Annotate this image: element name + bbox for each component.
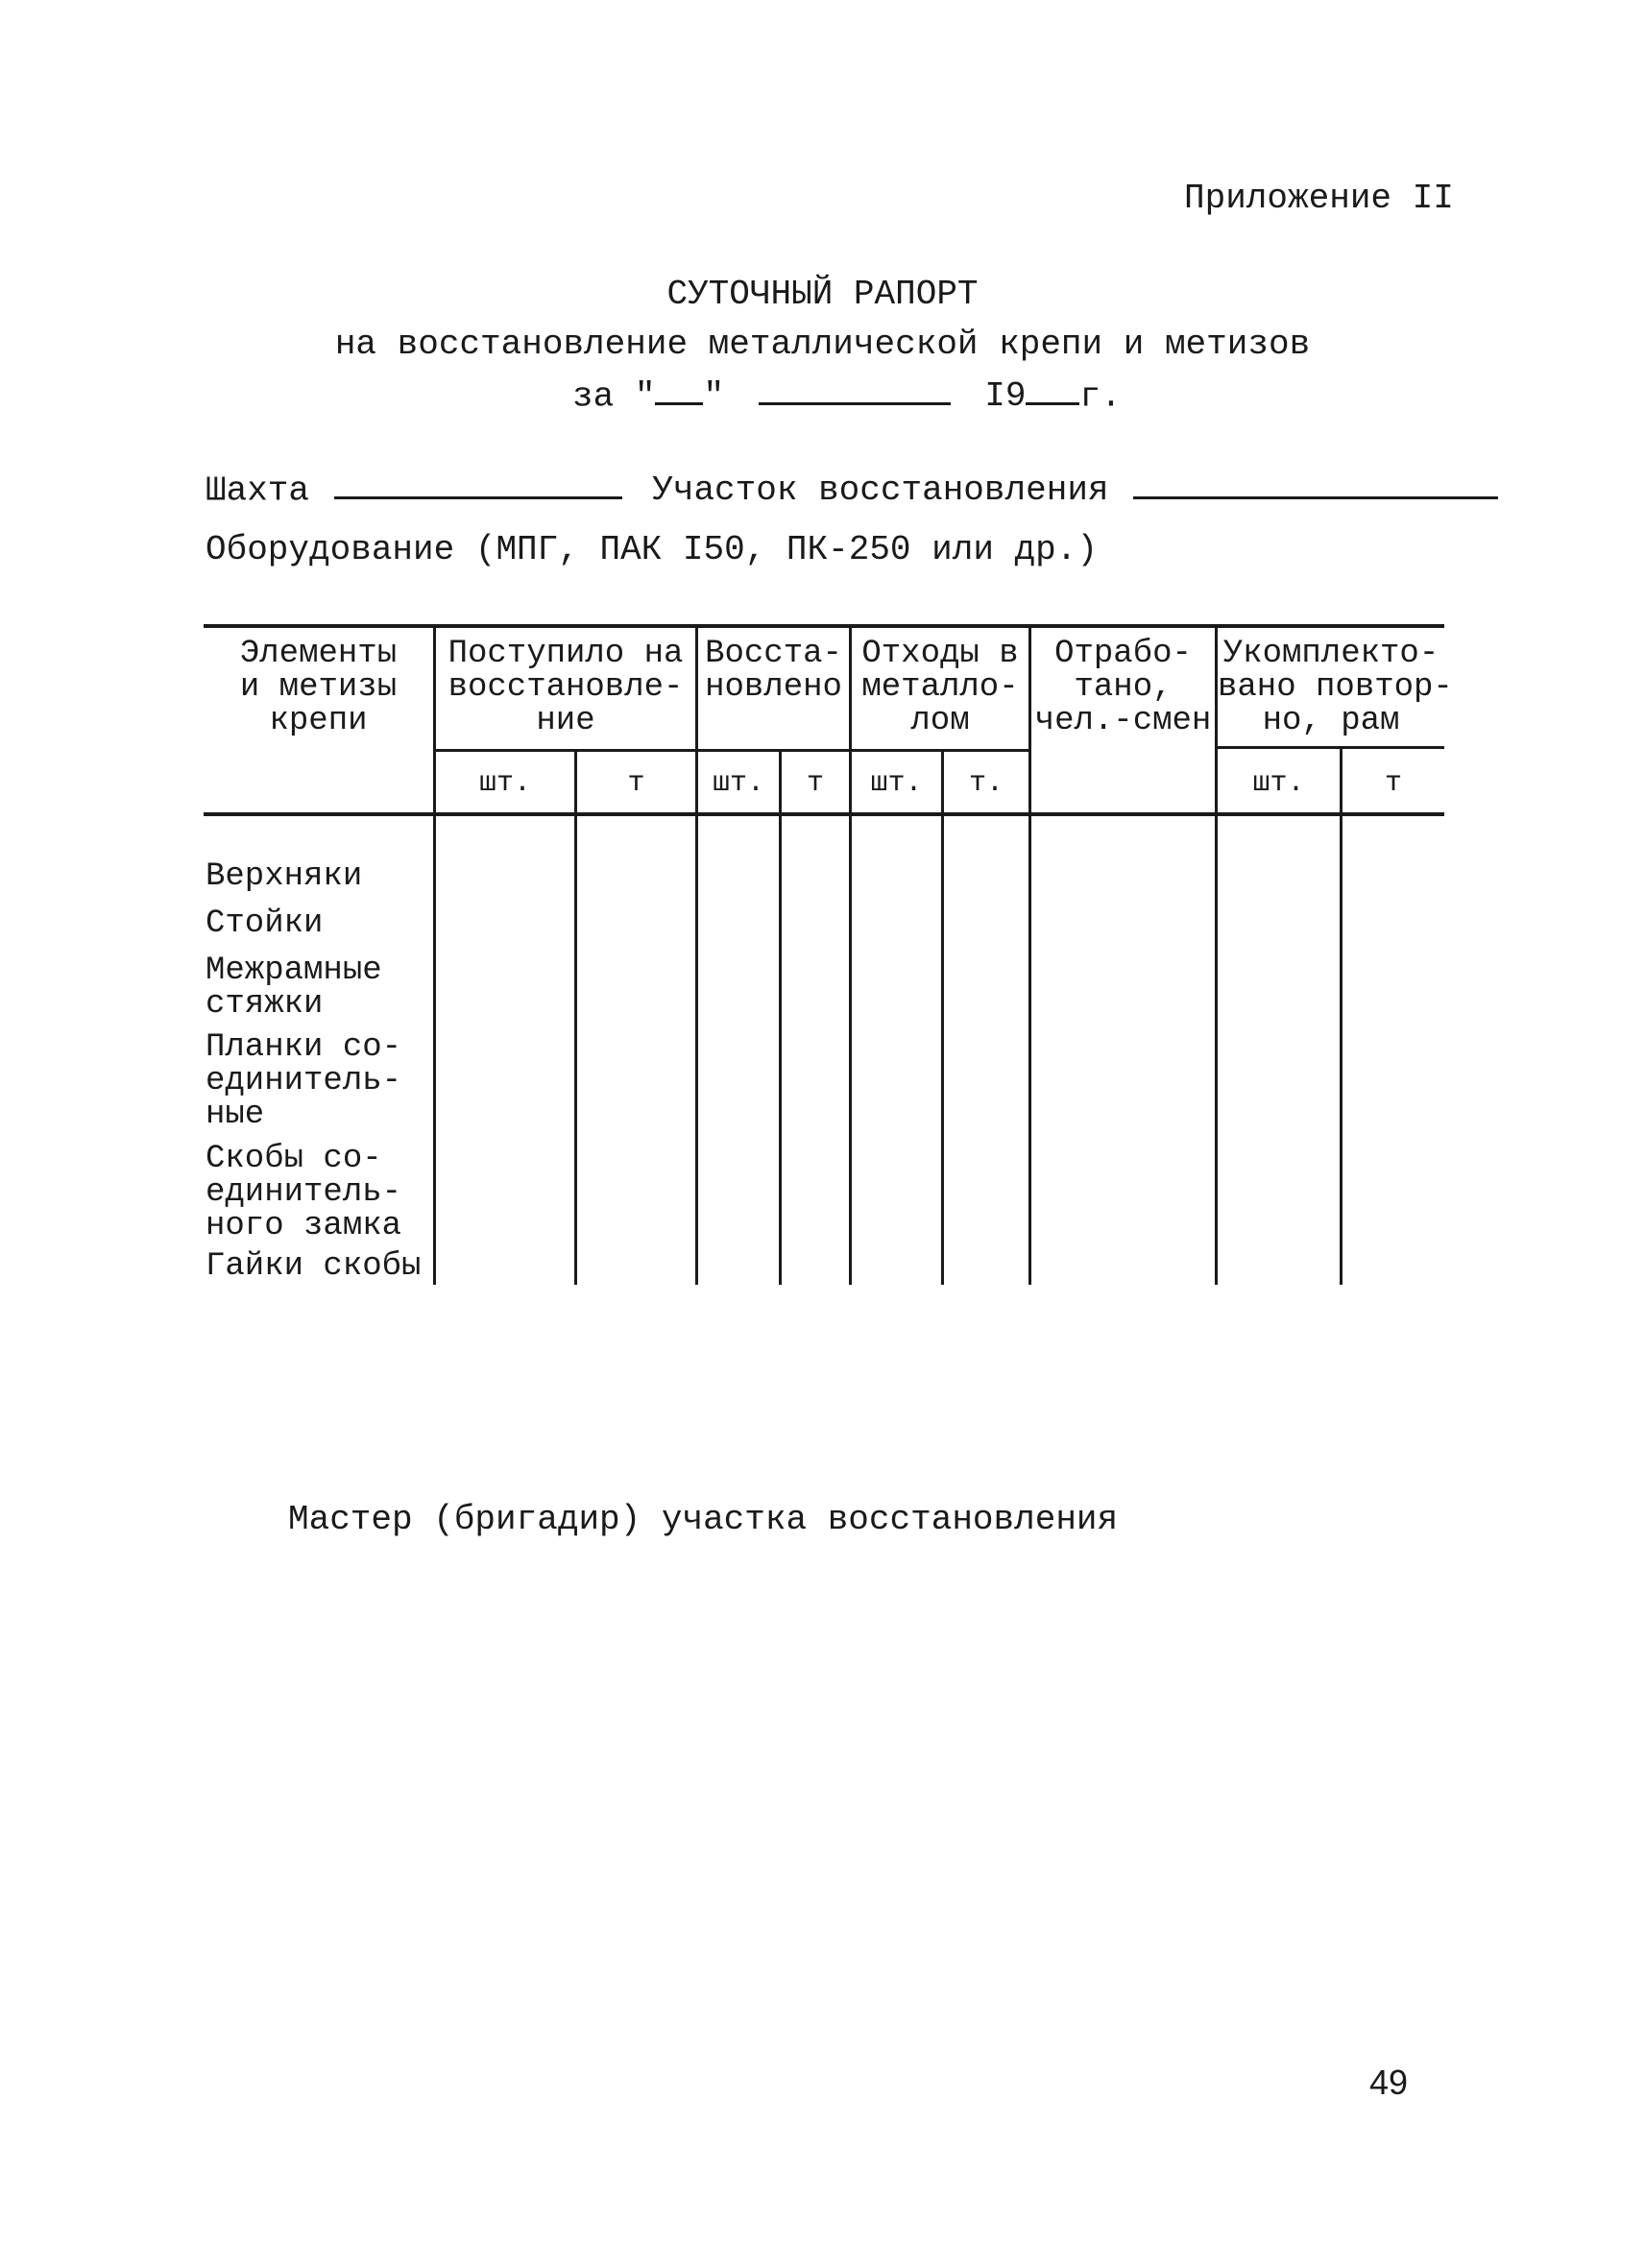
unit-received-pcs: шт. (478, 767, 531, 800)
appendix-label: Приложение II (1184, 179, 1454, 218)
table-top-rule (204, 624, 1444, 628)
row-label-lock-brackets: Скобы со- единитель- ного замка (206, 1141, 402, 1244)
table-header-bottom-rule (204, 812, 1444, 816)
signature-line: Мастер (бригадир) участка восстановления (288, 1500, 1119, 1539)
unit-restored-pcs: шт. (712, 767, 764, 800)
year-prefix: I9 (984, 376, 1027, 417)
header-elements: Элементы и метизы крепи (239, 636, 398, 739)
date-line (572, 372, 1122, 416)
date-quote-open: " (634, 376, 656, 417)
month-blank-field[interactable] (759, 372, 951, 405)
document-subtitle: на восстановление металлической крепи и метизов (334, 325, 1311, 364)
header-assembled: Укомплекто- вано повтор- но, рам (1218, 636, 1453, 739)
col-line-9 (1340, 746, 1343, 1285)
col-line-2 (574, 749, 577, 1285)
year-suffix: г. (1079, 376, 1122, 417)
year-blank-field[interactable] (1026, 372, 1079, 405)
header-restored: Восста- новлено (705, 636, 842, 706)
header-received: Поступило на восстановле- ние (448, 636, 684, 739)
document-title: СУТОЧНЫЙ РАПОРТ (666, 275, 979, 314)
unit-received-t: т (627, 767, 645, 800)
mine-label: Шахта (206, 470, 310, 511)
date-quote-close: " (703, 376, 725, 417)
unit-assembled-pcs: шт. (1252, 767, 1305, 800)
mine-blank-field[interactable] (334, 466, 622, 499)
col-line-3 (695, 626, 698, 1285)
header-scrap: Отходы в металло- лом (861, 636, 1019, 739)
section-blank-field[interactable] (1133, 466, 1498, 499)
col-line-4 (779, 749, 782, 1285)
unit-scrap-t: т. (968, 767, 1004, 800)
table-header-sub-rule-right (1216, 746, 1444, 749)
row-label-frame-ties: Межрамные стяжки (206, 953, 382, 1023)
unit-assembled-t: т (1384, 767, 1402, 800)
table-header-sub-rule (434, 749, 1029, 752)
col-line-6 (941, 749, 944, 1285)
page-number: 49 (1369, 2063, 1409, 2102)
row-label-bracket-nuts: Гайки скобы (206, 1248, 422, 1285)
section-label: Участок восстановления (652, 470, 1109, 511)
date-za: за (572, 376, 615, 417)
unit-restored-t: т (806, 767, 824, 800)
day-blank-field[interactable] (655, 372, 703, 405)
row-label-posts: Стойки (206, 905, 324, 942)
equipment-line: Оборудование (МПГ, ПАК I50, ПК-250 или др.) (206, 530, 1098, 569)
header-worked: Отрабо- тано, чел.-смен (1034, 636, 1212, 739)
unit-scrap-pcs: шт. (870, 767, 923, 800)
row-label-connecting-strips: Планки со- единитель- ные (206, 1029, 402, 1133)
mine-line (206, 466, 1498, 510)
row-label-top-beams: Верхняки (206, 858, 363, 895)
